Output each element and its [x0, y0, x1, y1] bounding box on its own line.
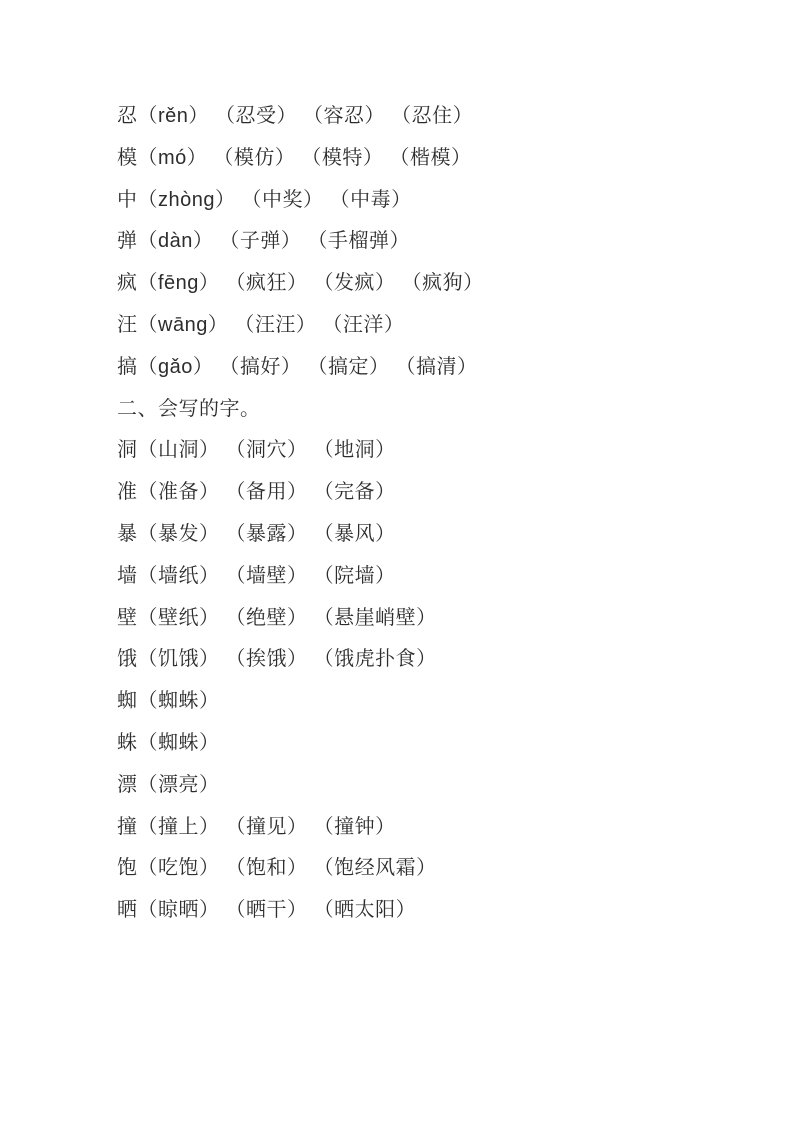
word-entry: 蜘（蜘蛛）: [117, 690, 220, 713]
word-entry: 洞（山洞） （洞穴） （地洞）: [117, 439, 396, 462]
word-entry: 忍（rěn） （忍受） （容忍） （忍住）: [117, 105, 474, 127]
word-entry: 中（zhòng） （中奖） （中毒）: [117, 188, 412, 211]
word-entry: 暴（暴发） （暴露） （暴风）: [117, 522, 396, 545]
word-entry: 壁（壁纸） （绝壁） （悬崖峭壁）: [117, 606, 437, 629]
word-entry: 汪（wāng） （汪汪） （汪洋）: [117, 313, 405, 336]
section-heading: 二、会写的字。: [117, 397, 261, 420]
word-list: [117, 96, 753, 932]
word-entry: 搞（gǎo） （搞好） （搞定） （搞清）: [117, 355, 478, 378]
word-entry: 晒（晾晒） （晒干） （晒太阳）: [117, 899, 417, 922]
word-entry: 准（准备） （备用） （完备）: [117, 481, 396, 504]
word-entry: 撞（撞上） （撞见） （撞钟）: [117, 815, 396, 838]
word-entry: 蛛（蜘蛛）: [117, 731, 220, 754]
word-entry: 漂（漂亮）: [117, 773, 220, 796]
word-entry: 弹（dàn） （子弹） （手榴弹）: [117, 230, 410, 253]
word-entry: 饱（吃饱） （饱和） （饱经风霜）: [117, 857, 437, 880]
word-entry: 疯（fēng） （疯狂） （发疯） （疯狗）: [117, 272, 484, 295]
word-entry: 饿（饥饿） （挨饿） （饿虎扑食）: [117, 648, 437, 671]
word-entry: 模（mó） （模仿） （模特） （楷模）: [117, 146, 472, 169]
word-entry: 墙（墙纸） （墙壁） （院墙）: [117, 564, 396, 587]
